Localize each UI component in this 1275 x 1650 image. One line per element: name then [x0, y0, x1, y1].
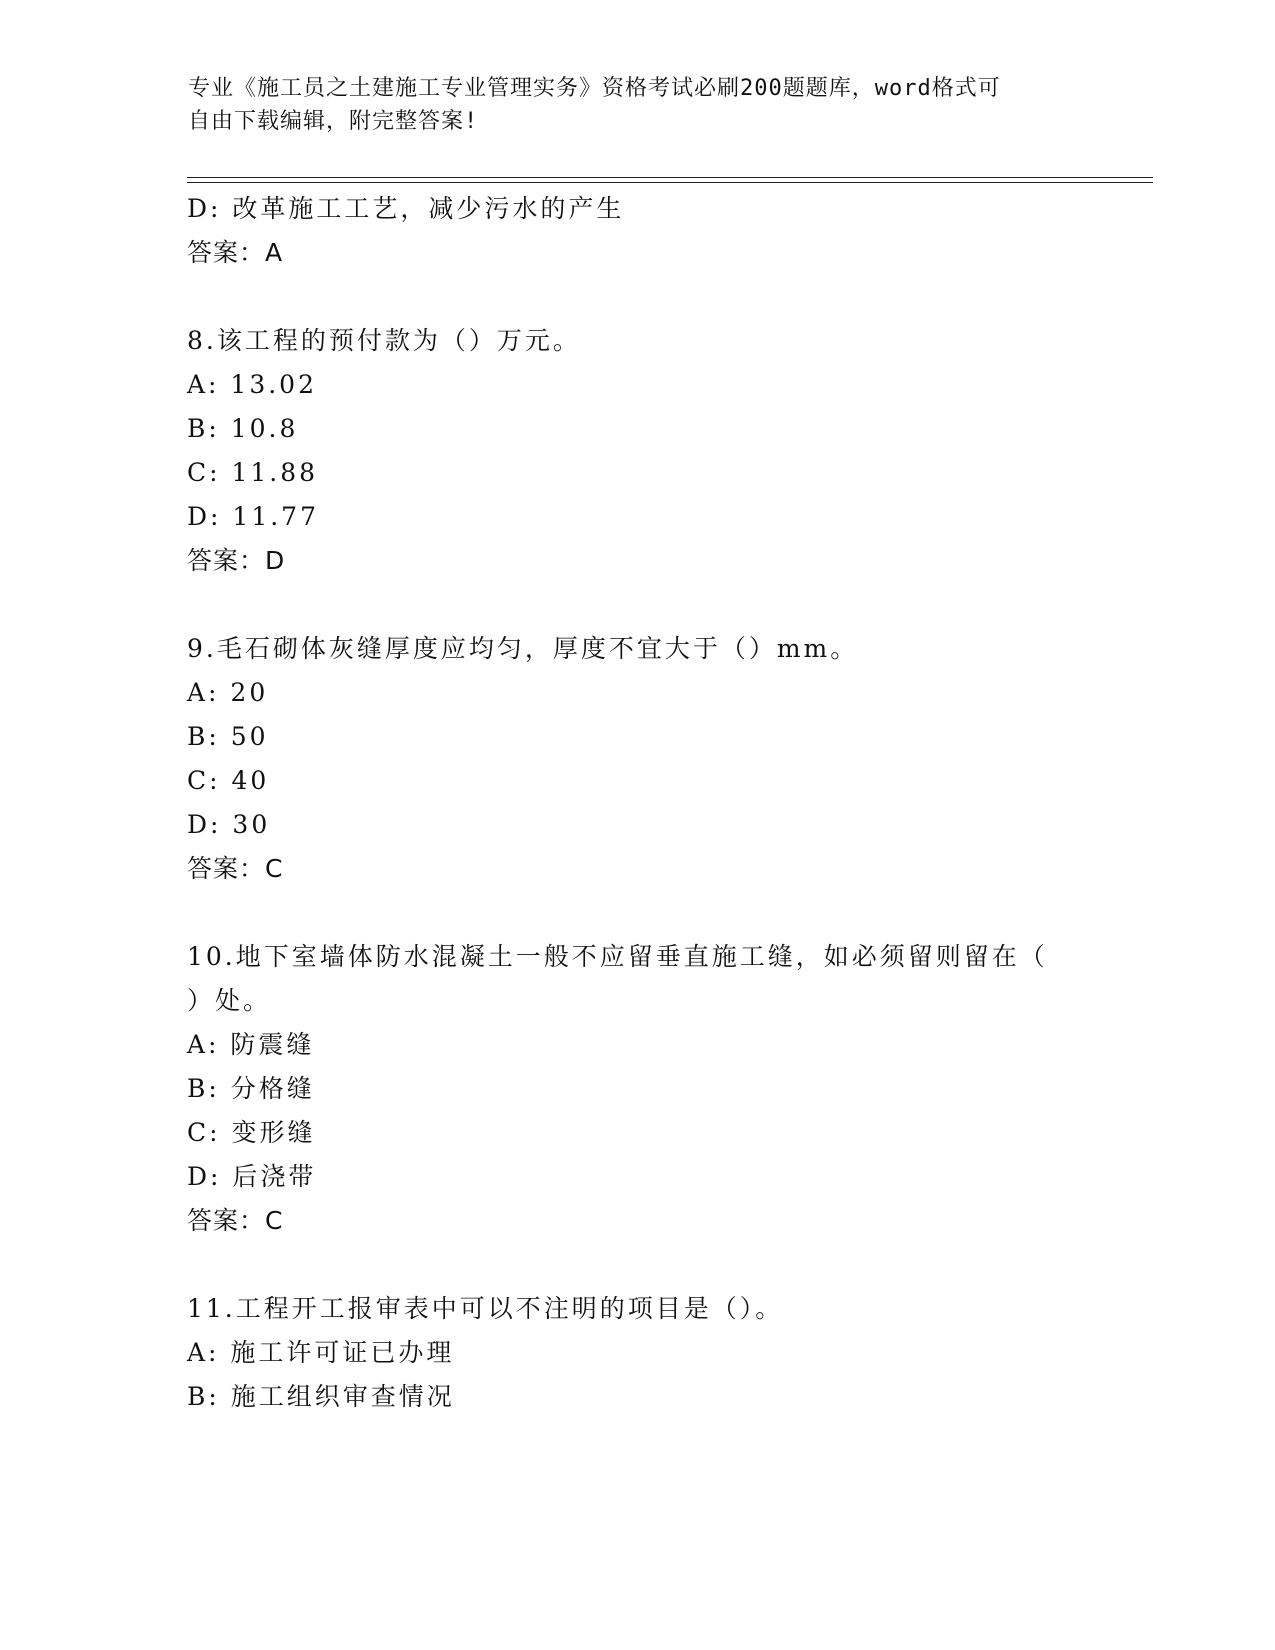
question-8: 8.该工程的预付款为（）万元。: [187, 326, 581, 355]
q11-option-a: A: 施工许可证已办理: [187, 1338, 455, 1367]
question-10-line-1: 10.地下室墙体防水混凝土一般不应留垂直施工缝，如必须留则留在（: [187, 942, 1048, 971]
q9-option-b: B: 50: [187, 722, 269, 751]
document-header: [188, 72, 1088, 138]
q8-option-d: D: 11.77: [187, 502, 319, 531]
q10-option-b: B: 分格缝: [187, 1074, 315, 1103]
q9-answer: 答案：C: [187, 854, 284, 883]
header-line-2: 自由下载编辑，附完整答案!: [188, 109, 479, 134]
answer: 答案：A: [187, 238, 284, 267]
q10-option-a: A: 防震缝: [187, 1030, 315, 1059]
q10-option-c: C: 变形缝: [187, 1118, 316, 1147]
q10-answer: 答案：C: [187, 1206, 284, 1235]
q9-option-c: C: 40: [187, 766, 270, 795]
q9-option-d: D: 30: [187, 810, 271, 839]
q10-option-d: D: 后浇带: [187, 1162, 317, 1191]
question-11: 11.工程开工报审表中可以不注明的项目是（）。: [187, 1294, 784, 1323]
q8-answer: 答案：D: [187, 546, 286, 575]
q9-option-a: A: 20: [187, 678, 269, 707]
header-line-1: 专业《施工员之土建施工专业管理实务》资格考试必刷200题题库，word格式可: [188, 76, 1001, 101]
header-rule-top: [187, 177, 1153, 178]
q8-option-a: A: 13.02: [187, 370, 317, 399]
q8-option-b: B: 10.8: [187, 414, 299, 443]
q11-option-b: B: 施工组织审查情况: [187, 1382, 455, 1411]
option-d: D: 改革施工工艺，减少污水的产生: [187, 194, 625, 223]
header-rule-bottom: [187, 182, 1153, 183]
question-9: 9.毛石砌体灰缝厚度应均匀，厚度不宜大于（）mm。: [187, 634, 859, 663]
question-10-line-2: ）处。: [187, 986, 272, 1015]
q8-option-c: C: 11.88: [187, 458, 319, 487]
